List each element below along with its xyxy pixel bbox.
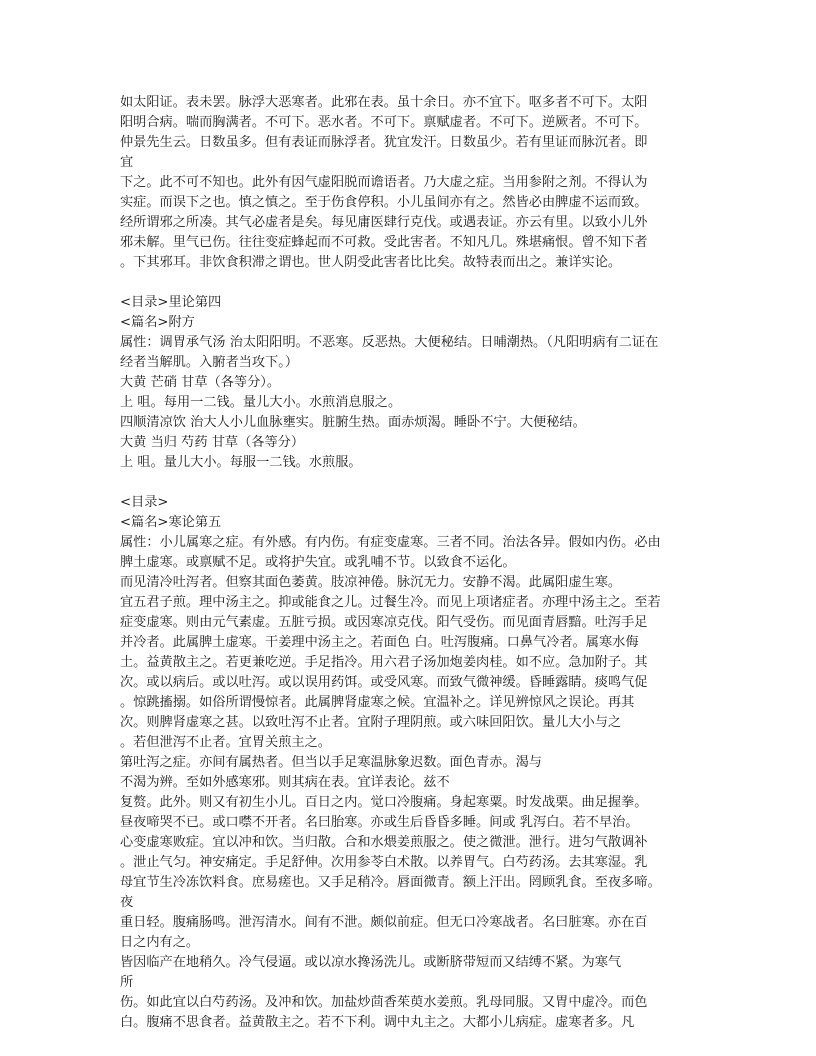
text-line: 。泄止气匀。神安痛定。手足舒伸。次用参苓白术散。以养胃气。白芍药汤。去其寒湿。乳 xyxy=(120,855,648,870)
text-line: 大黄 芒硝 甘草（各等分）。 xyxy=(120,375,281,390)
text-line: 日之内有之。 xyxy=(120,935,200,950)
text-line: 母宜节生冷冻饮料食。庶易瘥也。又手足稍冷。唇面微青。额上汗出。罔顾乳食。至夜多啼。 xyxy=(120,875,661,890)
text-line: 伤。如此宜以白芍药汤。及冲和饮。加盐炒茴香茱萸水姜煎。乳母同服。又胃中虚冷。而色 xyxy=(120,995,648,1010)
catalog-heading: <目录>里论第四 xyxy=(120,295,222,310)
text-line: 白。腹痛不思食者。益黄散主之。若不下利。调中丸主之。大都小儿病症。虚寒者多。凡 xyxy=(120,1015,635,1030)
document-body xyxy=(120,93,700,1033)
text-line: 实症。而误下之也。慎之慎之。至于伤食停积。小儿虽间亦有之。然皆必由脾虚不运而致。 xyxy=(120,195,648,210)
text-line: 阳明合病。喘而胸满者。不可下。恶水者。不可下。禀赋虚者。不可下。逆厥者。不可下。 xyxy=(120,115,648,130)
text-line: 。惊跳搐搦。如俗所谓慢惊者。此属脾肾虚寒之候。宜温补之。详见辨惊风之误论。再其 xyxy=(120,695,635,710)
text-line: 属性：小儿属寒之症。有外感。有内伤。有症变虚寒。三者不同。治法各异。假如内伤。必由 xyxy=(120,535,661,550)
text-line: 经者当解肌。入腑者当攻下。） xyxy=(120,355,299,370)
text-line: 大黄 当归 芍药 甘草（各等分） xyxy=(120,435,305,450)
paragraph-gap xyxy=(120,473,700,493)
text-line: 四顺清凉饮 治大人小儿血脉壅实。脏腑生热。面赤烦渴。睡卧不宁。大便秘结。 xyxy=(120,415,586,430)
text-line: 脾土虚寒。或禀赋不足。或将护失宜。或乳哺不节。以致食不运化。 xyxy=(120,555,516,570)
text-line: 次。或以病后。或以吐泻。或以误用药饵。或受风寒。而致气微神缓。昏睡露睛。痰鸣气促 xyxy=(120,675,648,690)
text-line: 宜五君子煎。理中汤主之。抑或能食之儿。过餐生冷。而见上项诸症者。亦理中汤主之。至若 xyxy=(120,595,661,610)
text-line: 上 咀。每用一二钱。量儿大小。水煎消息服之。 xyxy=(120,395,402,410)
text-line: 下之。此不可不知也。此外有因气虚阳脱而谵语者。乃大虚之症。当用参附之剂。不得认为 xyxy=(120,175,648,190)
text-line: 宜 xyxy=(120,155,134,170)
text-line: 次。则脾肾虚寒之甚。以致吐泻不止者。宜附子理阴煎。或六味回阳饮。量儿大小与之 xyxy=(120,715,622,730)
text-line: 所 xyxy=(120,975,134,990)
text-line: 并冷者。此属脾土虚寒。干姜理中汤主之。若面色 白。吐泻腹痛。口鼻气冷者。属寒水侮 xyxy=(120,635,639,650)
text-line: 如太阳证。表未罢。脉浮大恶寒者。此邪在表。虽十余日。亦不宜下。呕多者不可下。太阳 xyxy=(120,95,648,110)
text-line: 重日轻。腹痛肠鸣。泄泻清水。间有不泄。颇似前症。但无口冷寒战者。名曰脏寒。亦在百 xyxy=(120,915,648,930)
text-line: 属性：调胃承气汤 治太阳阳明。不恶寒。反恶热。大便秘结。日晡潮热。（凡阳明病有二证在 xyxy=(120,335,659,350)
catalog-heading: <目录> xyxy=(120,495,169,510)
chapter-heading: <篇名>寒论第五 xyxy=(120,515,222,530)
text-line: 而见清冷吐泻者。但察其面色萎黄。肢凉神倦。脉沉无力。安静不渴。此属阳虚生寒。 xyxy=(120,575,622,590)
text-line: 经所谓邪之所凑。其气必虚者是矣。每见庸医肆行克伐。或遇表证。亦云有里。以致小儿外 xyxy=(120,215,648,230)
section-3 xyxy=(120,493,700,1033)
text-line: 土。益黄散主之。若更兼吃逆。手足指冷。用六君子汤加炮姜肉桂。如不应。急加附子。其 xyxy=(120,655,648,670)
section-2 xyxy=(120,293,700,473)
text-line: 复赘。此外。则又有初生小儿。百日之内。觉口冷腹痛。身起寒粟。时发战栗。曲足握拳。 xyxy=(120,795,648,810)
paragraph-gap xyxy=(120,273,700,293)
text-line: 昼夜啼哭不已。或口噤不开者。名曰胎寒。亦或生后昏昏多睡。间或 乳泻白。若不早治。 xyxy=(120,815,639,830)
text-line: 仲景先生云。日数虽多。但有表证而脉浮者。犹宜发汗。日数虽少。若有里证而脉沉者。即 xyxy=(120,135,648,150)
text-line: 第吐泻之症。亦间有属热者。但当以手足寒温脉象迟数。面色青赤。渴与 xyxy=(120,755,542,770)
text-line: 。若但泄泻不止者。宜胃关煎主之。 xyxy=(120,735,331,750)
text-line: 症变虚寒。则由元气素虚。五脏亏损。或因寒凉克伐。阳气受伤。而见面青唇黯。吐泻手足 xyxy=(120,615,648,630)
text-line: 心变虚寒败症。宜以冲和饮。当归散。合和水煨姜煎服之。使之微泄。泄行。进匀气散调补 xyxy=(120,835,648,850)
text-line: 皆因临产在地稍久。冷气侵逼。或以凉水搀汤洗儿。或断脐带短而又结缚不紧。为寒气 xyxy=(120,955,622,970)
text-line: 不渴为辨。至如外感寒邪。则其病在表。宜详表论。兹不 xyxy=(120,775,450,790)
text-line: 上 咀。量儿大小。每服一二钱。水煎服。 xyxy=(120,455,362,470)
text-line: 夜 xyxy=(120,895,134,910)
chapter-heading: <篇名>附方 xyxy=(120,315,195,330)
text-line: 。下其邪耳。非饮食积滞之谓也。世人阴受此害者比比矣。故特表而出之。兼详实论。 xyxy=(120,255,622,270)
section-1 xyxy=(120,93,700,273)
text-line: 邪未解。里气已伤。往往变症蜂起而不可救。受此害者。不知凡几。殊堪痛恨。曾不知下者 xyxy=(120,235,648,250)
